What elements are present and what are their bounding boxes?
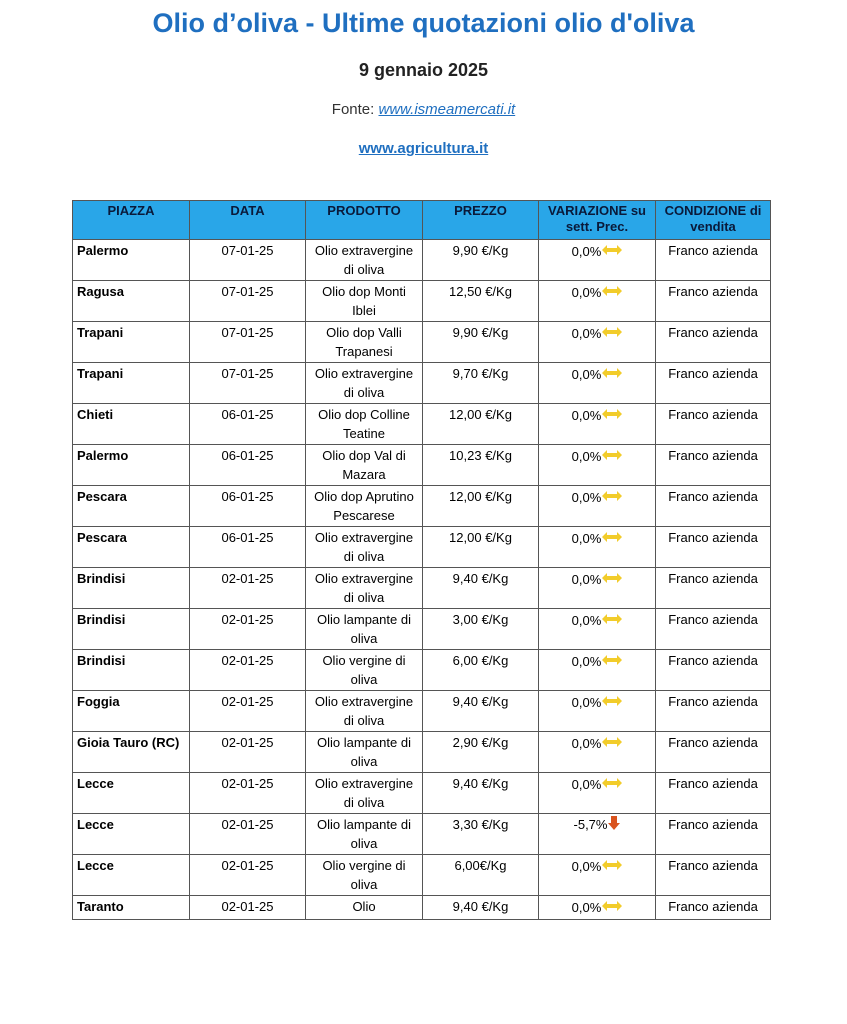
cell-condizione-text: Franco azienda (668, 489, 758, 504)
cell-prodotto-text: Olio extravergine di oliva (314, 243, 414, 277)
site-link[interactable]: www.agricultura.it (358, 140, 489, 157)
column-header-condizione: CONDIZIONE di vendita (656, 201, 771, 240)
cell-prezzo (423, 650, 539, 691)
table-row (73, 486, 771, 527)
cell-piazza-text: Brindisi (77, 653, 126, 668)
column-header-variazione: VARIAZIONE su sett. Prec. (539, 201, 656, 240)
cell-prodotto (306, 691, 423, 732)
cell-prodotto-text: Olio lampante di oliva (317, 735, 411, 769)
cell-data-text: 06-01-25 (221, 448, 274, 463)
cell-piazza-text: Lecce (77, 858, 114, 873)
cell-prodotto (306, 445, 423, 486)
cell-prodotto (306, 814, 423, 855)
cell-variazione (539, 527, 656, 568)
cell-prodotto-text: Olio extravergine di oliva (314, 694, 414, 728)
cell-piazza-text: Ragusa (77, 284, 124, 299)
cell-piazza-text: Palermo (77, 448, 129, 463)
cell-piazza (73, 896, 190, 920)
cell-prodotto (306, 609, 423, 650)
cell-variazione (539, 773, 656, 814)
table-row (73, 650, 771, 691)
cell-piazza (73, 527, 190, 568)
cell-variazione-text: 0,0% (571, 244, 602, 259)
cell-prezzo (423, 732, 539, 773)
cell-variazione (539, 732, 656, 773)
cell-prodotto-text: Olio extravergine di oliva (314, 530, 414, 564)
cell-data-text: 06-01-25 (221, 407, 274, 422)
cell-prezzo (423, 281, 539, 322)
cell-variazione-text: 0,0% (571, 285, 602, 300)
cell-variazione-text: 0,0% (571, 572, 602, 587)
cell-prezzo-text: 9,90 €/Kg (452, 325, 509, 340)
cell-variazione-text: 0,0% (571, 695, 602, 710)
cell-data (190, 896, 306, 920)
table-body (73, 240, 771, 920)
cell-condizione-text: Franco azienda (668, 284, 758, 299)
cell-piazza-text: Taranto (77, 899, 124, 914)
arrow-left-right-icon (602, 652, 622, 662)
cell-prodotto (306, 896, 423, 920)
cell-condizione (656, 527, 771, 568)
cell-prezzo (423, 609, 539, 650)
cell-variazione (539, 568, 656, 609)
cell-condizione-text: Franco azienda (668, 325, 758, 340)
cell-piazza (73, 609, 190, 650)
cell-variazione-text: 0,0% (571, 900, 602, 915)
cell-data (190, 281, 306, 322)
cell-variazione-text: 0,0% (571, 859, 602, 874)
table-row (73, 363, 771, 404)
cell-prezzo-text: 9,70 €/Kg (452, 366, 509, 381)
cell-piazza (73, 363, 190, 404)
cell-condizione (656, 855, 771, 896)
arrow-left-right-icon (602, 447, 622, 457)
column-header-prezzo: PREZZO (423, 201, 539, 240)
cell-data-text: 07-01-25 (221, 243, 274, 258)
cell-condizione (656, 609, 771, 650)
cell-prodotto (306, 486, 423, 527)
cell-condizione-text: Franco azienda (668, 571, 758, 586)
cell-data-text: 02-01-25 (221, 776, 274, 791)
cell-piazza (73, 814, 190, 855)
cell-piazza-text: Chieti (77, 407, 114, 422)
arrow-left-right-icon (602, 406, 622, 416)
arrow-left-right-icon (602, 898, 622, 908)
cell-variazione (539, 486, 656, 527)
cell-variazione (539, 404, 656, 445)
arrow-left-right-icon (602, 611, 622, 621)
cell-variazione (539, 691, 656, 732)
cell-piazza (73, 404, 190, 445)
cell-variazione (539, 650, 656, 691)
cell-data-text: 07-01-25 (221, 325, 274, 340)
cell-piazza-text: Trapani (77, 325, 124, 340)
cell-prezzo-text: 6,00€/Kg (454, 858, 507, 873)
cell-prezzo-text: 12,50 €/Kg (449, 284, 512, 299)
cell-condizione-text: Franco azienda (668, 776, 758, 791)
table-row (73, 568, 771, 609)
arrow-left-right-icon (602, 529, 622, 539)
table-row (73, 732, 771, 773)
cell-piazza (73, 568, 190, 609)
cell-prezzo (423, 527, 539, 568)
cell-data (190, 486, 306, 527)
cell-data (190, 445, 306, 486)
arrow-down-icon (608, 816, 620, 830)
cell-piazza-text: Pescara (77, 489, 127, 504)
cell-condizione (656, 445, 771, 486)
cell-condizione (656, 240, 771, 281)
arrow-left-right-icon (602, 283, 622, 293)
cell-prodotto-text: Olio extravergine di oliva (314, 776, 414, 810)
cell-prezzo-text: 12,00 €/Kg (449, 489, 512, 504)
cell-variazione (539, 281, 656, 322)
cell-prodotto (306, 650, 423, 691)
cell-prezzo (423, 322, 539, 363)
cell-condizione (656, 322, 771, 363)
column-header-prodotto: PRODOTTO (306, 201, 423, 240)
cell-condizione-text: Franco azienda (668, 530, 758, 545)
cell-piazza (73, 773, 190, 814)
table-row (73, 814, 771, 855)
cell-prezzo (423, 486, 539, 527)
cell-condizione-text: Franco azienda (668, 653, 758, 668)
cell-piazza (73, 486, 190, 527)
cell-prodotto-text: Olio vergine di oliva (322, 653, 406, 687)
cell-data-text: 02-01-25 (221, 653, 274, 668)
cell-prezzo (423, 363, 539, 404)
table-row (73, 281, 771, 322)
cell-prodotto (306, 281, 423, 322)
cell-prezzo-text: 9,40 €/Kg (452, 694, 509, 709)
cell-condizione-text: Franco azienda (668, 407, 758, 422)
cell-piazza (73, 732, 190, 773)
cell-prezzo (423, 814, 539, 855)
source-link[interactable]: www.ismeamercati.it (378, 101, 516, 118)
column-header-data: DATA (190, 201, 306, 240)
cell-piazza-text: Lecce (77, 817, 114, 832)
cell-piazza (73, 855, 190, 896)
cell-piazza-text: Brindisi (77, 612, 126, 627)
cell-data (190, 240, 306, 281)
cell-prodotto-text: Olio (352, 899, 376, 914)
cell-variazione-text: 0,0% (571, 777, 602, 792)
cell-data-text: 02-01-25 (221, 694, 274, 709)
table-row (73, 773, 771, 814)
cell-data-text: 02-01-25 (221, 899, 274, 914)
cell-prodotto (306, 855, 423, 896)
cell-prodotto (306, 404, 423, 445)
cell-prodotto (306, 363, 423, 404)
cell-variazione-text: 0,0% (571, 613, 602, 628)
cell-data-text: 02-01-25 (221, 817, 274, 832)
table-row (73, 322, 771, 363)
cell-prodotto-text: Olio extravergine di oliva (314, 571, 414, 605)
cell-prodotto-text: Olio dop Valli Trapanesi (326, 325, 402, 359)
cell-variazione (539, 240, 656, 281)
arrow-left-right-icon (602, 857, 622, 867)
cell-data (190, 527, 306, 568)
quotes-table (72, 200, 771, 920)
arrow-left-right-icon (602, 324, 622, 334)
cell-prodotto (306, 568, 423, 609)
page-title: Olio d’oliva - Ultime quotazioni olio d'oliva (152, 8, 695, 38)
site-line (0, 140, 847, 157)
cell-piazza-text: Lecce (77, 776, 114, 791)
cell-variazione-text: -5,7% (573, 817, 608, 832)
arrow-left-right-icon (602, 693, 622, 703)
cell-condizione (656, 568, 771, 609)
cell-prodotto-text: Olio extravergine di oliva (314, 366, 414, 400)
table-row (73, 527, 771, 568)
cell-condizione-text: Franco azienda (668, 735, 758, 750)
cell-prezzo-text: 9,40 €/Kg (452, 899, 509, 914)
cell-piazza (73, 445, 190, 486)
arrow-left-right-icon (602, 734, 622, 744)
cell-data (190, 322, 306, 363)
cell-variazione-text: 0,0% (571, 408, 602, 423)
column-header-piazza: PIAZZA (73, 201, 190, 240)
cell-prodotto (306, 527, 423, 568)
cell-condizione (656, 732, 771, 773)
cell-condizione-text: Franco azienda (668, 817, 758, 832)
cell-prezzo-text: 9,90 €/Kg (452, 243, 509, 258)
arrow-left-right-icon (602, 365, 622, 375)
cell-condizione-text: Franco azienda (668, 694, 758, 709)
cell-prezzo (423, 404, 539, 445)
table-row (73, 691, 771, 732)
cell-condizione-text: Franco azienda (668, 858, 758, 873)
cell-prezzo-text: 3,00 €/Kg (452, 612, 509, 627)
cell-condizione (656, 814, 771, 855)
cell-prezzo-text: 12,00 €/Kg (449, 530, 512, 545)
cell-piazza-text: Palermo (77, 243, 129, 258)
cell-piazza-text: Foggia (77, 694, 120, 709)
cell-prezzo-text: 2,90 €/Kg (452, 735, 509, 750)
arrow-left-right-icon (602, 775, 622, 785)
cell-piazza (73, 281, 190, 322)
cell-variazione (539, 814, 656, 855)
cell-data-text: 07-01-25 (221, 366, 274, 381)
source-line (0, 101, 847, 118)
table-row (73, 445, 771, 486)
cell-condizione-text: Franco azienda (668, 899, 758, 914)
cell-prodotto (306, 773, 423, 814)
cell-prodotto (306, 322, 423, 363)
arrow-left-right-icon (602, 488, 622, 498)
cell-prodotto-text: Olio vergine di oliva (322, 858, 406, 892)
cell-prodotto-text: Olio lampante di oliva (317, 612, 411, 646)
table-row (73, 609, 771, 650)
cell-prezzo (423, 773, 539, 814)
cell-data-text: 02-01-25 (221, 735, 274, 750)
cell-data-text: 07-01-25 (221, 284, 274, 299)
cell-data-text: 06-01-25 (221, 489, 274, 504)
cell-condizione (656, 363, 771, 404)
cell-variazione (539, 855, 656, 896)
cell-data-text: 06-01-25 (221, 530, 274, 545)
cell-prezzo (423, 445, 539, 486)
cell-data-text: 02-01-25 (221, 858, 274, 873)
cell-data-text: 02-01-25 (221, 612, 274, 627)
cell-condizione-text: Franco azienda (668, 448, 758, 463)
cell-variazione (539, 896, 656, 920)
arrow-left-right-icon (602, 242, 622, 252)
cell-data-text: 02-01-25 (221, 571, 274, 586)
cell-piazza (73, 650, 190, 691)
cell-variazione-text: 0,0% (571, 326, 602, 341)
cell-condizione (656, 650, 771, 691)
cell-piazza (73, 240, 190, 281)
cell-piazza-text: Brindisi (77, 571, 126, 586)
cell-data (190, 732, 306, 773)
cell-variazione-text: 0,0% (571, 654, 602, 669)
cell-piazza-text: Gioia Tauro (RC) (77, 735, 180, 750)
cell-prodotto-text: Olio dop Aprutino Pescarese (314, 489, 414, 523)
source-label: Fonte: (331, 101, 379, 118)
cell-prodotto-text: Olio dop Monti Iblei (322, 284, 406, 318)
cell-prezzo-text: 10,23 €/Kg (449, 448, 512, 463)
cell-variazione (539, 363, 656, 404)
cell-data (190, 609, 306, 650)
cell-variazione (539, 322, 656, 363)
cell-prezzo-text: 9,40 €/Kg (452, 571, 509, 586)
cell-condizione (656, 896, 771, 920)
cell-data (190, 650, 306, 691)
table-row (73, 855, 771, 896)
cell-data (190, 404, 306, 445)
cell-data (190, 691, 306, 732)
cell-prezzo-text: 6,00 €/Kg (452, 653, 509, 668)
cell-prodotto-text: Olio dop Colline Teatine (318, 407, 410, 441)
cell-prezzo (423, 855, 539, 896)
cell-condizione (656, 773, 771, 814)
cell-piazza-text: Trapani (77, 366, 124, 381)
cell-condizione-text: Franco azienda (668, 612, 758, 627)
cell-prezzo-text: 12,00 €/Kg (449, 407, 512, 422)
report-date: 9 gennaio 2025 (358, 60, 489, 80)
cell-variazione-text: 0,0% (571, 736, 602, 751)
cell-data (190, 814, 306, 855)
cell-prodotto-text: Olio dop Val di Mazara (322, 448, 406, 482)
cell-variazione-text: 0,0% (571, 449, 602, 464)
cell-variazione-text: 0,0% (571, 367, 602, 382)
cell-variazione-text: 0,0% (571, 531, 602, 546)
cell-condizione-text: Franco azienda (668, 243, 758, 258)
cell-condizione (656, 486, 771, 527)
table-row (73, 404, 771, 445)
cell-prezzo-text: 3,30 €/Kg (452, 817, 509, 832)
cell-prodotto (306, 240, 423, 281)
cell-prezzo-text: 9,40 €/Kg (452, 776, 509, 791)
table-row (73, 896, 771, 920)
cell-variazione-text: 0,0% (571, 490, 602, 505)
cell-condizione (656, 281, 771, 322)
cell-piazza (73, 322, 190, 363)
cell-prezzo (423, 691, 539, 732)
cell-prezzo (423, 568, 539, 609)
cell-variazione (539, 445, 656, 486)
cell-condizione (656, 691, 771, 732)
cell-variazione (539, 609, 656, 650)
arrow-left-right-icon (602, 570, 622, 580)
cell-piazza (73, 691, 190, 732)
cell-condizione-text: Franco azienda (668, 366, 758, 381)
cell-data (190, 568, 306, 609)
cell-prezzo (423, 896, 539, 920)
cell-prodotto (306, 732, 423, 773)
cell-prezzo (423, 240, 539, 281)
cell-piazza-text: Pescara (77, 530, 127, 545)
cell-data (190, 363, 306, 404)
cell-condizione (656, 404, 771, 445)
table-header-row (73, 201, 771, 240)
table-row (73, 240, 771, 281)
cell-prodotto-text: Olio lampante di oliva (317, 817, 411, 851)
cell-data (190, 773, 306, 814)
cell-data (190, 855, 306, 896)
